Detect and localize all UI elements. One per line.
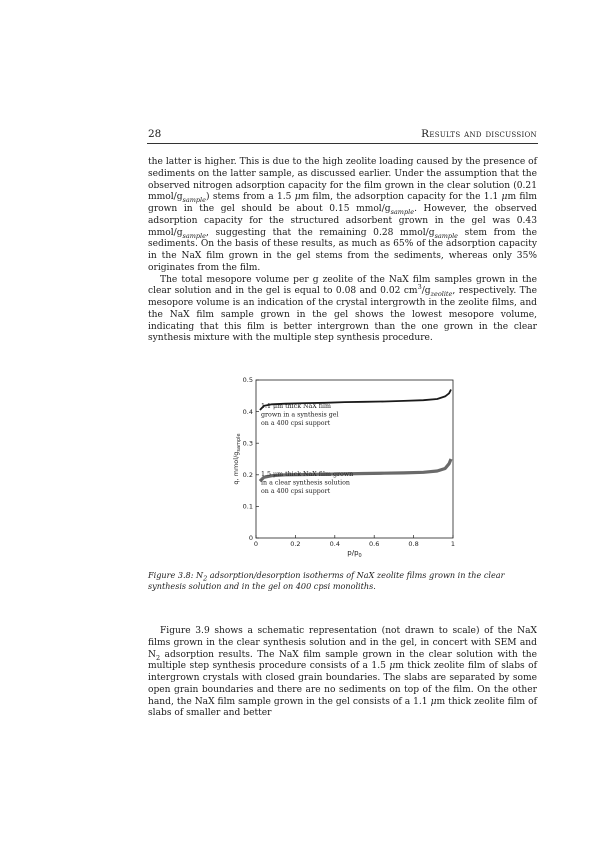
y-axis-label: q, mmol/$g_{sample}$ (232, 433, 242, 485)
paragraph-3: Figure 3.9 shows a schematic representation (not drawn to scale) of the NaX films grown in the clear synthesis solution and in the gel, in concert with SEM and $N_2$ adsorption results. The NaX film sample grown in the clear solution with the multiple step synthesis procedure consists of a 1.5 μm thick zeolite film of slabs of intergrown crystals with closed grain boundaries. The slabs are separated by some open grain boundaries and there are no sediments on top of the film. On the other hand, the NaX film sample grown in the gel consists of a 1.1 μm thick zeolite film of slabs of smaller and better (148, 626, 537, 719)
x-tick-label: 0.2 (290, 540, 301, 548)
y-tick-label: 0.5 (242, 376, 253, 385)
y-tick-label: 0 (248, 534, 253, 543)
annotation-1-line: on a 400 cpsi support (261, 420, 331, 427)
x-tick-label: 0.6 (369, 540, 380, 548)
annotation-1-line: 1.1 μm thick NaX film (261, 403, 331, 410)
paragraph-1: the latter is higher. This is due to the high zeolite loading caused by the presence of sediments on the latter sample, as discussed earlier. Under the assumption that the observed nitrogen adsorption capacity for the film grown in the clear solution (0.21 mmol/$g_{sample}$) stems from a 1.5 μm film, the adsorption capacity for the 1.1 μm film grown in the gel should be about 0.15 mmol/$g_{sample}$. However, the observed adsorption capacity for the structured adsorbent grown in the gel was 0.43 mmol/$g_{sample}$, suggesting that the remaining 0.28 mmol/$g_{sample}$ stem from the sediments. On the basis of these results, as much as 65% of the adsorption capacity in the NaX film grown in the gel stems from the sediments, whereas only 35% originates from the film. (148, 157, 537, 273)
body-text-top (148, 157, 537, 345)
annotation-2-line: on a 400 cpsi support (261, 488, 331, 495)
x-tick-label: 0.4 (329, 540, 340, 548)
running-header (148, 128, 537, 142)
isotherm-chart (228, 372, 464, 560)
y-tick-label: 0.1 (242, 502, 253, 511)
figure-caption: Figure 3.8: $N_2$ adsorption/desorption isotherms of NaX zeolite films grown in the clear synthesis solution and in the gel on 400 cpsi monoliths. (148, 570, 505, 591)
paragraph-2: The total mesopore volume per g zeolite of the NaX film samples grown in the clear solution and in the gel is equal to 0.08 and 0.02 $cm^3/g_{zeolite}$, respectively. The mesopore volume is an indication of the crystal intergrowth in the zeolite films, and the NaX film sample grown in the gel shows the lowest mesopore volume, indicating that this film is better intergrown than the one grown in the clear synthesis mixture with the multiple step synthesis procedure. (148, 274, 537, 344)
y-tick-label: 0.4 (242, 407, 253, 416)
annotation-2-line: in a clear synthesis solution (261, 479, 350, 487)
x-tick-label: 1 (450, 540, 456, 548)
section-title: Results and discussion (421, 128, 537, 140)
header-rule (147, 143, 538, 144)
y-tick-label: 0.2 (242, 471, 253, 479)
chart-svg (228, 372, 464, 560)
x-tick-label: 0 (253, 540, 259, 548)
page-number: 28 (148, 128, 162, 140)
annotation-1-line: grown in a synthesis gel (261, 411, 339, 419)
x-axis-label: $p/p_0$ (347, 549, 362, 559)
annotation-2-line: 1.5 μm thick NaX film grown (261, 471, 354, 478)
y-tick-label: 0.3 (242, 439, 253, 448)
body-text-bottom (148, 626, 537, 720)
x-tick-label: 0.8 (408, 540, 419, 548)
